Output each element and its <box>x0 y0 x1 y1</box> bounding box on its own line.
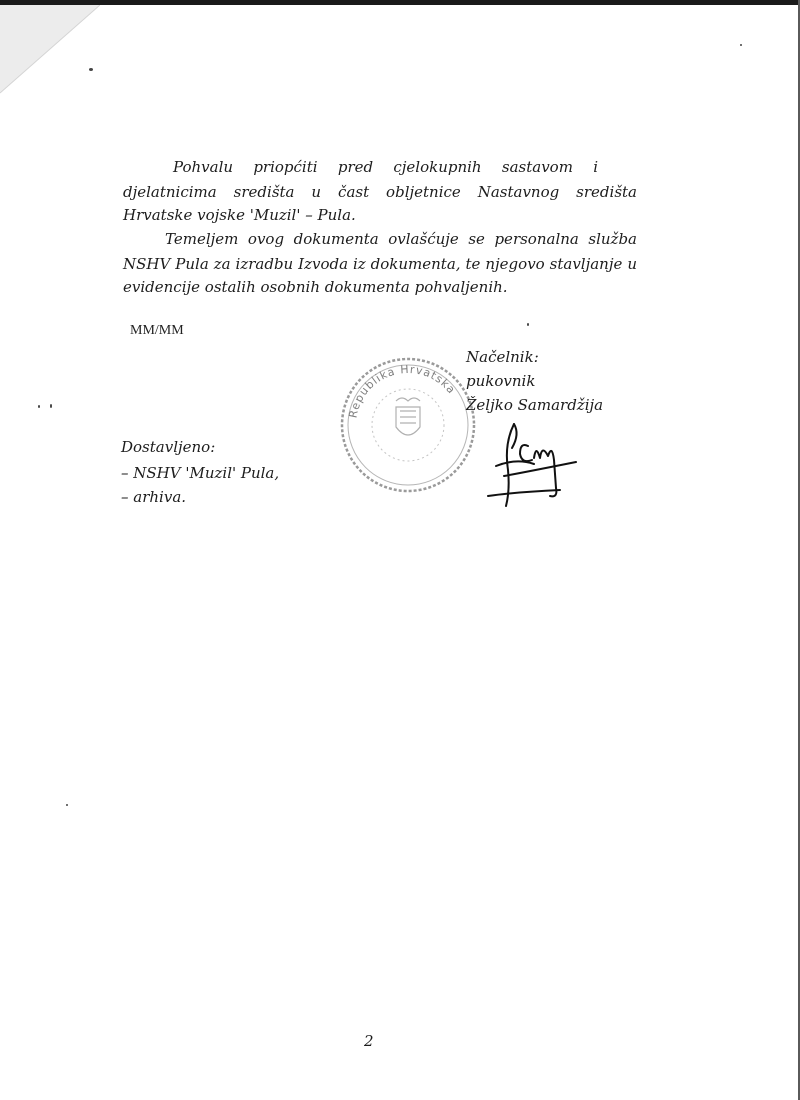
handwritten-signature <box>486 418 581 510</box>
scan-top-edge <box>0 0 800 5</box>
distribution-heading: Dostavljeno: <box>121 438 216 456</box>
paragraph-1-line-1: Pohvalu priopćiti pred cjelokupnih sastavom i <box>173 158 598 176</box>
paragraph-1-line-3: Hrvatske vojske 'Muzil' – Pula. <box>123 206 356 224</box>
paragraph-1-line-2: djelatnicima središta u čast obljetnice Nastavnog središta <box>123 183 637 201</box>
signatory-title: Načelnik: <box>466 348 539 366</box>
paragraph-2-line-1: Temeljem ovog dokumenta ovlašćuje se personalna služba <box>165 230 637 248</box>
reference-code: MM/MM <box>130 323 184 338</box>
folded-corner <box>0 5 100 95</box>
scan-speck <box>527 323 529 326</box>
scan-speck <box>66 804 68 806</box>
signatory-name: Željko Samardžija <box>466 396 604 414</box>
distribution-item: – arhiva. <box>121 488 187 506</box>
scan-speck <box>38 405 40 408</box>
scan-speck <box>740 44 742 46</box>
distribution-item: – NSHV 'Muzil' Pula, <box>121 464 280 482</box>
page-number: 2 <box>364 1032 374 1050</box>
stamp-text: Republika Hrvatska <box>346 362 459 420</box>
signatory-rank: pukovnik <box>466 372 536 390</box>
paragraph-2-line-2: NSHV Pula za izradbu Izvoda iz dokumenta, te njegovo stavljanje u <box>123 255 637 273</box>
scan-speck <box>89 68 93 71</box>
scan-speck <box>50 404 52 408</box>
official-stamp <box>338 355 478 495</box>
paragraph-2-line-3: evidencije ostalih osobnih dokumenta pohvaljenih. <box>123 278 508 296</box>
